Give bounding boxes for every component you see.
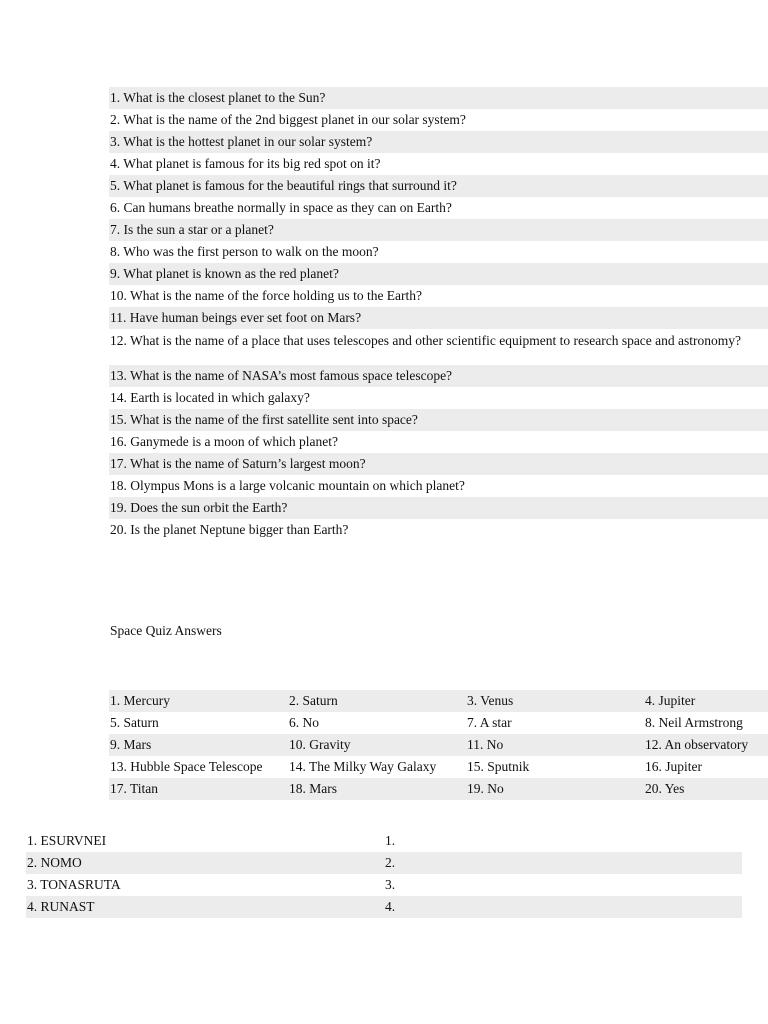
question-16: 16. Ganymede is a moon of which planet? [110, 434, 338, 449]
question-13: 13. What is the name of NASA’s most famous space telescope? [109, 365, 768, 387]
question-15: 15. What is the name of the first satellite sent into space? [109, 409, 768, 431]
answer-cell: 15. Sputnik [467, 759, 530, 774]
answer-cell: 4. Jupiter [644, 690, 768, 712]
question-12: 12. What is the name of a place that uses telescopes and other scientific equipment to research space and astronomy? [110, 333, 742, 348]
answers-row [109, 712, 768, 734]
answer-cell: 9. Mars [109, 734, 288, 756]
question-14: 14. Earth is located in which galaxy? [110, 390, 310, 405]
answer-cell: 6. No [289, 715, 319, 730]
answers-heading: Space Quiz Answers [110, 623, 222, 638]
question-11: 11. Have human beings ever set foot on Mars? [109, 307, 768, 329]
scrambled-word: 3. TONASRUTA [27, 877, 121, 892]
scrambled-word: 2. NOMO [26, 852, 384, 874]
answer-cell: 10. Gravity [288, 734, 466, 756]
scramble-row [26, 874, 742, 896]
answer-cell: 17. Titan [109, 778, 288, 800]
answer-cell: 18. Mars [288, 778, 466, 800]
answer-cell: 12. An observatory [644, 734, 768, 756]
question-6: 6. Can humans breathe normally in space as they can on Earth? [110, 200, 452, 215]
scramble-answer-blank: 4. [384, 896, 742, 918]
word-scramble-table [26, 830, 742, 918]
question-5: 5. What planet is famous for the beautiful rings that surround it? [109, 175, 768, 197]
scramble-answer-blank: 3. [385, 877, 396, 892]
answer-cell: 2. Saturn [288, 690, 466, 712]
question-10: 10. What is the name of the force holding us to the Earth? [110, 288, 423, 303]
scramble-row [26, 896, 742, 918]
answers-row [109, 734, 768, 756]
answers-row [109, 756, 768, 778]
answer-cell: 11. No [466, 734, 644, 756]
answers-table [109, 690, 768, 800]
question-1: 1. What is the closest planet to the Sun? [109, 87, 768, 109]
quiz-questions-list [109, 87, 768, 541]
answer-cell: 7. A star [467, 715, 512, 730]
scramble-answer-blank: 2. [384, 852, 742, 874]
scramble-row [26, 852, 742, 874]
question-4: 4. What planet is famous for its big red spot on it? [110, 156, 381, 171]
answer-cell: 13. Hubble Space Telescope [110, 759, 263, 774]
answer-cell: 3. Venus [466, 690, 644, 712]
question-7: 7. Is the sun a star or a planet? [109, 219, 768, 241]
scrambled-word: 1. ESURVNEI [27, 833, 107, 848]
answer-cell: 8. Neil Armstrong [645, 715, 743, 730]
answers-row [109, 690, 768, 712]
answers-row [109, 778, 768, 800]
answer-cell: 5. Saturn [110, 715, 159, 730]
scramble-answer-blank: 1. [385, 833, 396, 848]
answer-cell: 19. No [466, 778, 644, 800]
question-18: 18. Olympus Mons is a large volcanic mountain on which planet? [110, 478, 465, 493]
question-19: 19. Does the sun orbit the Earth? [109, 497, 768, 519]
question-3: 3. What is the hottest planet in our solar system? [109, 131, 768, 153]
scrambled-word: 4. RUNAST [26, 896, 384, 918]
question-9: 9. What planet is known as the red planet? [109, 263, 768, 285]
answer-cell: 14. The Milky Way Galaxy [289, 759, 437, 774]
question-8: 8. Who was the first person to walk on the moon? [110, 244, 379, 259]
answer-cell: 1. Mercury [109, 690, 288, 712]
question-20: 20. Is the planet Neptune bigger than Earth? [110, 522, 349, 537]
question-17: 17. What is the name of Saturn’s largest moon? [109, 453, 768, 475]
question-2: 2. What is the name of the 2nd biggest planet in our solar system? [110, 112, 466, 127]
scramble-row [26, 830, 742, 852]
answer-cell: 20. Yes [644, 778, 768, 800]
answer-cell: 16. Jupiter [645, 759, 702, 774]
